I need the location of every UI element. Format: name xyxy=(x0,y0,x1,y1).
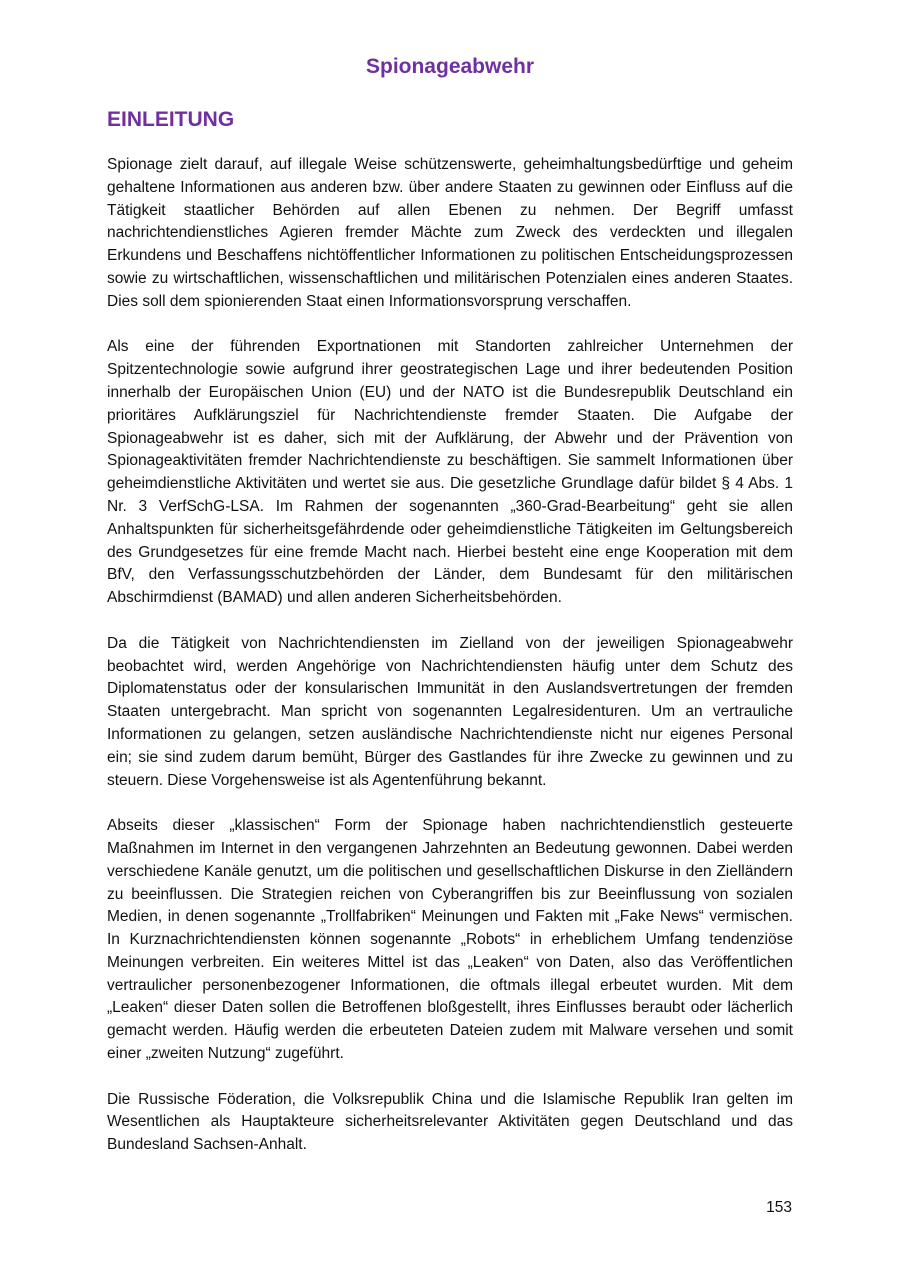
body-text xyxy=(107,154,793,1180)
chapter-title: Spionageabwehr xyxy=(365,55,535,78)
section-heading: EINLEITUNG xyxy=(107,108,235,131)
paragraph-definition: Spionage zielt darauf, auf illegale Weise schützenswerte, geheimhaltungsbedürftige und geheim gehaltene Informationen aus anderen bzw. über andere Staaten zu gewinnen oder Einfluss auf die Tätigkeit staatlicher Behörden auf allen Ebenen zu nehmen. Der Begriff umfasst nachrichtendienstliches Agieren fremder Mächte zum Zweck des verdeckten und illegalen Erkundens und Beschaffens nichtöffentlicher Informationen zu politischen Entscheidungsprozessen sowie zu wirtschaftlichen, wissenschaftlichen und militärischen Potenzialen eines anderen Staates. Dies soll dem spionierenden Staat einen Informationsvorsprung verschaffen. xyxy=(107,156,793,310)
paragraph-mission: Als eine der führenden Exportnationen mit Standorten zahlreicher Unternehmen der Spitzentechnologie sowie aufgrund ihrer geostrategischen Lage und ihrer bedeutenden Position innerhalb der Europäischen Union (EU) und der NATO ist die Bundesrepublik Deutschland ein prioritäres Aufklärungsziel für Nachrichtendienste fremder Staaten. Die Aufgabe der Spionageabwehr ist es daher, sich mit der Aufklärung, der Abwehr und der Prävention von Spionageaktivitäten fremder Nachrichtendienste zu beschäftigen. Sie sammelt Informationen über geheimdienstliche Aktivitäten und wertet sie aus. Die gesetzliche Grundlage dafür bildet § 4 Abs. 1 Nr. 3 VerfSchG-LSA. Im Rahmen der sogenannten „360-Grad-Bearbeitung“ geht sie allen Anhaltspunkten für sicherheitsgefährdende oder geheimdienstliche Tätigkeiten im Geltungsbereich des Grundgesetzes für eine fremde Macht nach. Hierbei besteht eine enge Kooperation mit dem BfV, den Verfassungsschutzbehörden der Länder, dem Bundesamt für den militärischen Abschirmdienst (BAMAD) und allen anderen Sicherheitsbehörden. xyxy=(107,338,793,607)
paragraph-internet-influence: Abseits dieser „klassischen“ Form der Spionage haben nachrichtendienstlich gesteuerte Maßnahmen im Internet in den vergangenen Jahrzehnten an Bedeutung gewonnen. Dabei werden verschiedene Kanäle genutzt, um die politischen und gesellschaftlichen Diskurse in den Zielländern zu beeinflussen. Die Strategien reichen von Cyberangriffen bis zur Beeinflussung von sozialen Medien, in denen sogenannte „Trollfabriken“ Meinungen und Fakten mit „Fake News“ vermischen. In Kurznachrichtendiensten können sogenannte „Robots“ in erheblichem Umfang tendenziöse Meinungen verbreiten. Ein weiteres Mittel ist das „Leaken“ von Daten, also das Veröffentlichen vertraulicher personenbezogener Informationen, die oftmals illegal erbeutet wurden. Mit dem „Leaken“ dieser Daten sollen die Betroffenen bloßgestellt, ihres Einflusses beraubt oder lächerlich gemacht werden. Häufig werden die erbeuteten Dateien zudem mit Malware versehen und somit einer „zweiten Nutzung“ zugeführt. xyxy=(107,817,793,1063)
paragraph-main-actors: Die Russische Föderation, die Volksrepublik China und die Islamische Republik Iran gelten im Wesentlichen als Hauptakteure sicherheitsrelevanter Aktivitäten gegen Deutschland und das Bundesland Sachsen-Anhalt. xyxy=(107,1090,793,1154)
paragraph-legal-residencies: Da die Tätigkeit von Nachrichtendiensten im Zielland von der jeweiligen Spionageabwehr beobachtet wird, werden Angehörige von Nachrichtendiensten häufig unter dem Schutz des Diplomatenstatus oder der konsularischen Immunität in den Auslandsvertretungen der fremden Staaten untergebracht. Man spricht von sogenannten Legalresidenturen. Um an vertrauliche Informationen zu gelangen, setzen ausländische Nachrichtendienste nicht nur eigenes Personal ein; sie sind zudem darum bemüht, Bürger des Gastlandes für ihre Zwecke zu gewinnen und zu steuern. Diese Vorgehensweise ist als Agentenführung bekannt. xyxy=(107,634,793,789)
page-number: 153 xyxy=(766,1199,792,1216)
